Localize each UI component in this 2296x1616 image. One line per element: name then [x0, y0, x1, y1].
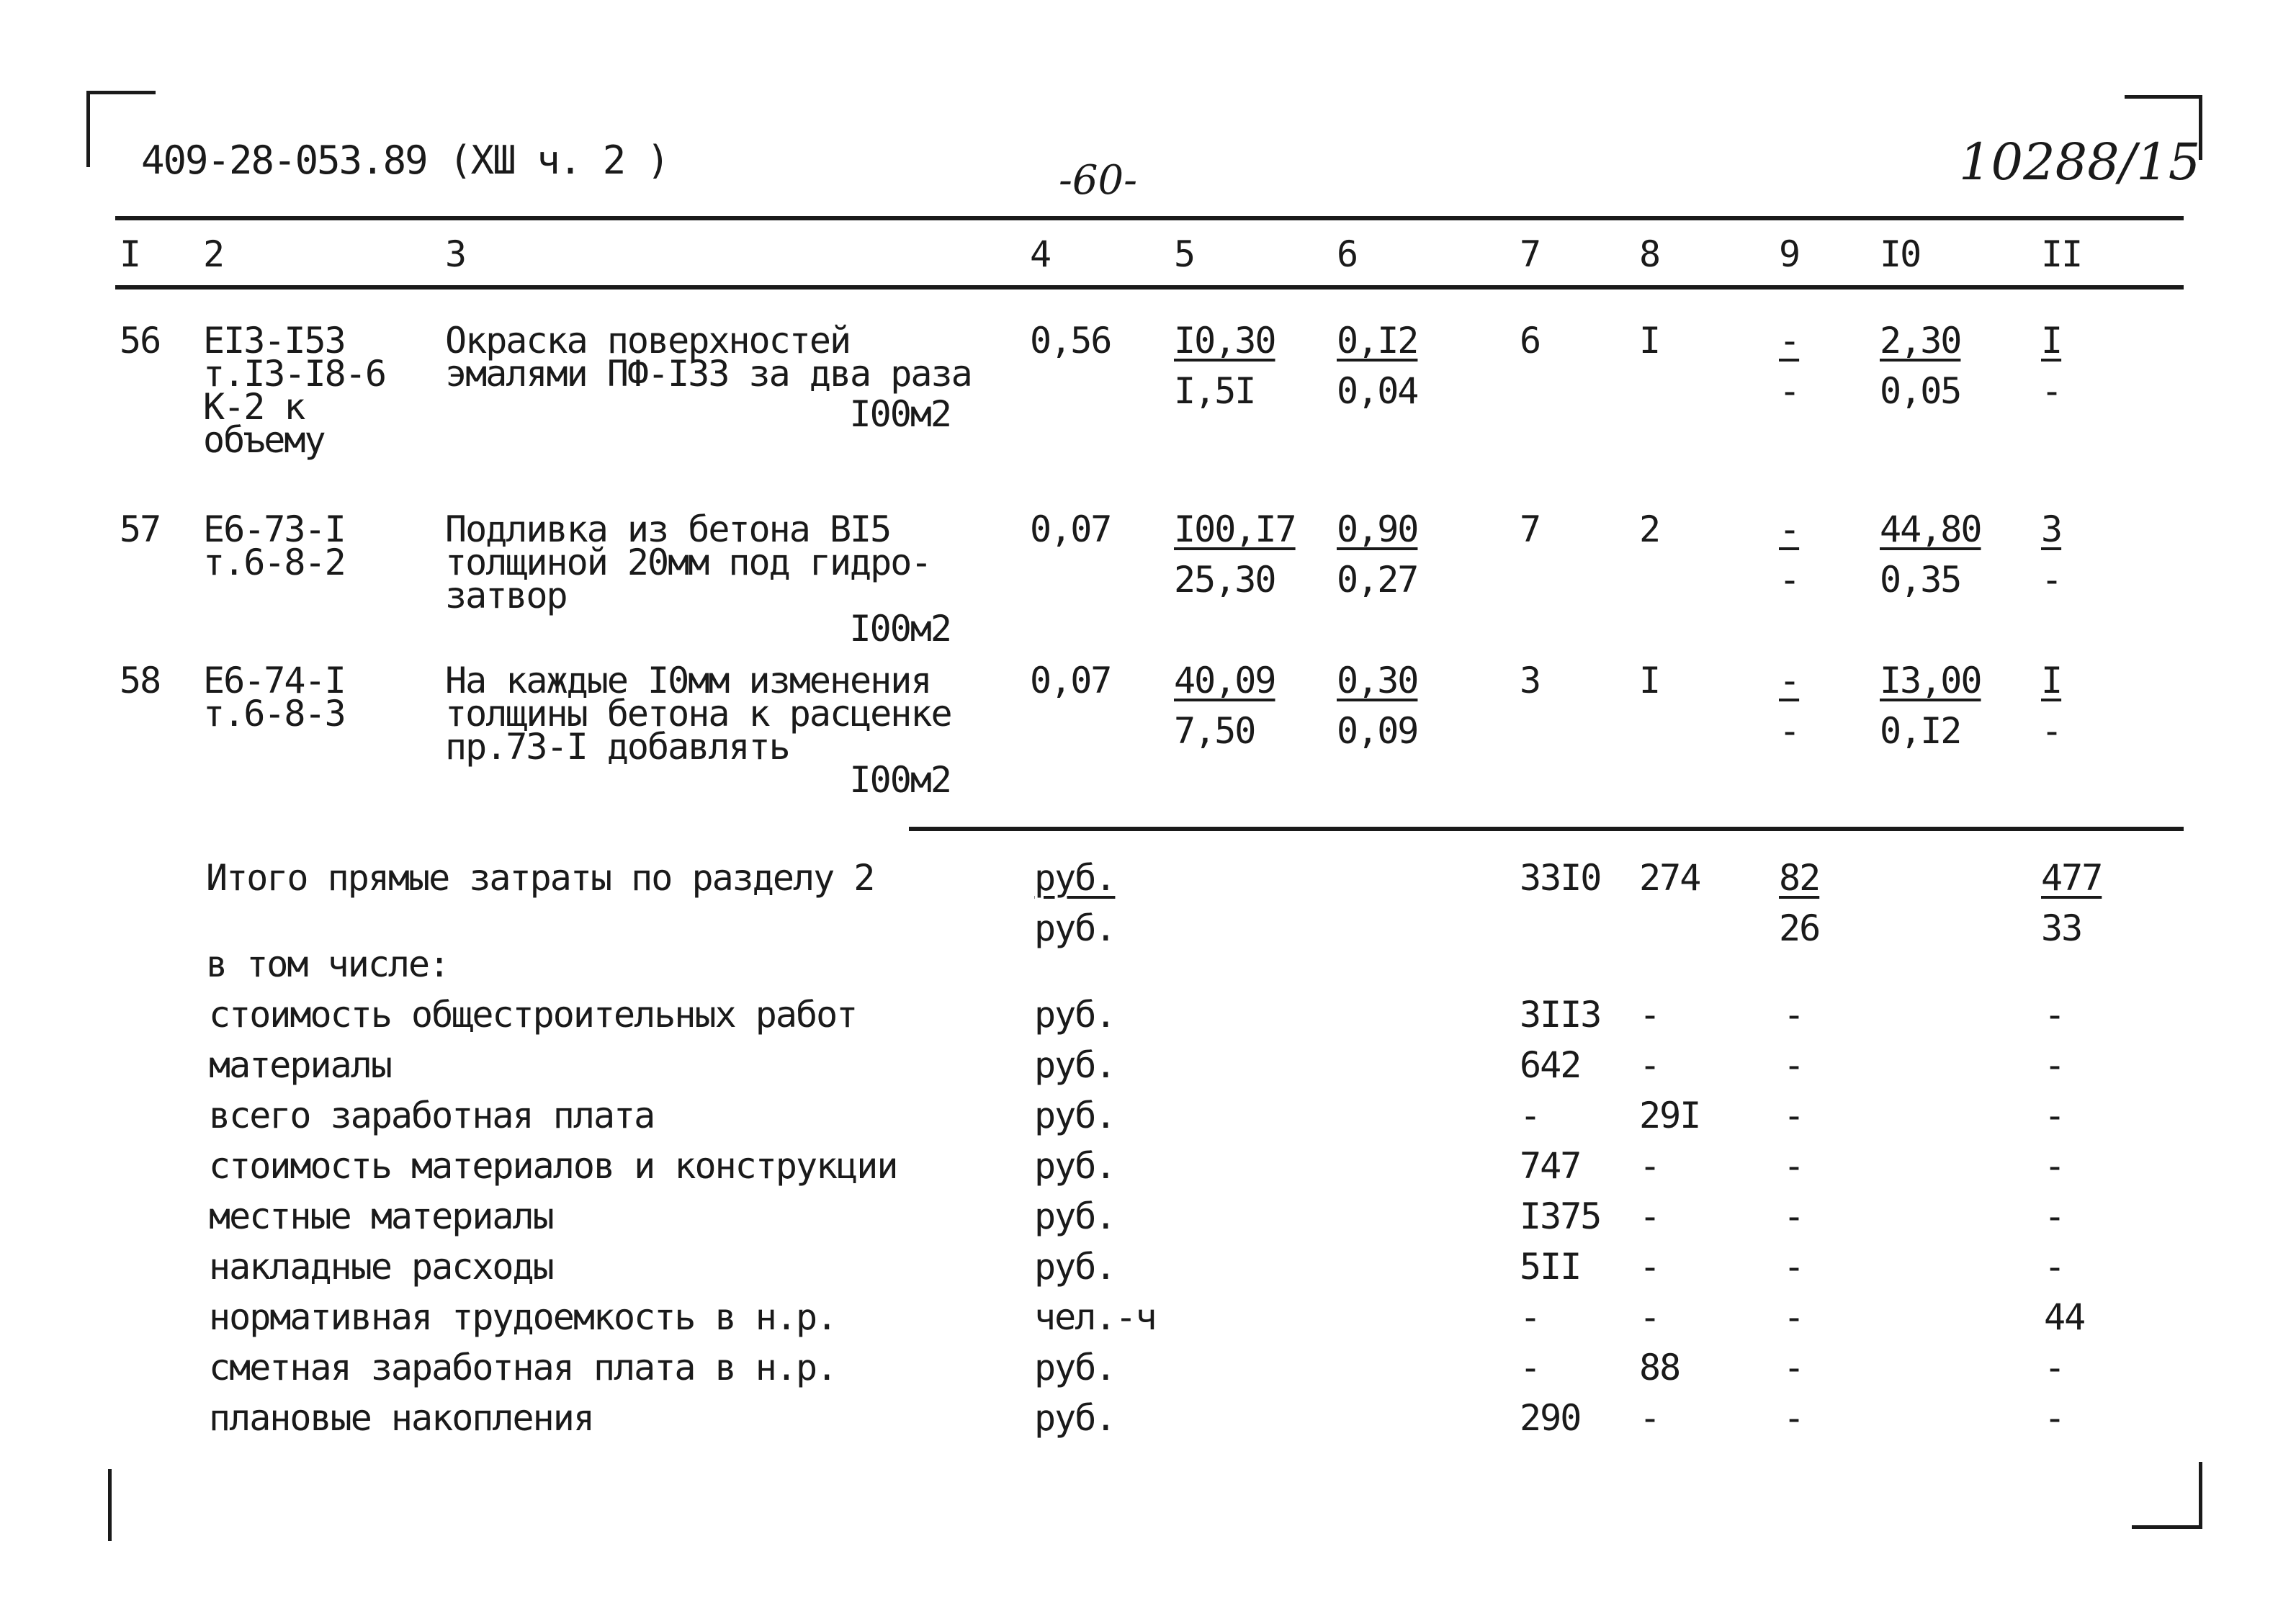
breakdown-col7: - [1520, 1095, 1541, 1136]
row-col5-bottom: 25,30 [1174, 559, 1275, 601]
row-col5-top: 40,09 [1174, 660, 1275, 701]
breakdown-col9: - [1783, 1347, 1804, 1388]
totals-unit-1: руб. [1034, 857, 1116, 899]
row-col11-top: 3 [2041, 508, 2062, 550]
row-col5-top: I0,30 [1174, 320, 1275, 362]
breakdown-col9: - [1783, 1296, 1804, 1338]
breakdown-label: всего заработная плата [209, 1095, 655, 1136]
breakdown-unit: руб. [1034, 1145, 1116, 1187]
row-col11-top: I [2041, 320, 2062, 362]
row-col10-bottom: 0,35 [1880, 559, 1961, 601]
breakdown-label: стоимость общестроительных работ [209, 994, 857, 1036]
row-code-line: т.6-8-2 [203, 542, 345, 583]
breakdown-col8: - [1639, 994, 1660, 1036]
column-header-4: 4 [1030, 233, 1051, 275]
breakdown-col8: - [1639, 1296, 1660, 1338]
column-header-2: 2 [203, 233, 224, 275]
row-code-line: E6-74-I [203, 660, 345, 701]
table-header-rule [115, 285, 2184, 289]
row-col10-top: I3,00 [1880, 660, 1981, 701]
row-col11-bottom: - [2041, 710, 2062, 752]
row-unit: I00м2 [849, 608, 951, 650]
breakdown-col7: 642 [1520, 1044, 1581, 1086]
page-number: -60- [1059, 157, 1138, 204]
row-description-line: затвор [445, 575, 567, 616]
column-header-6: 6 [1337, 233, 1358, 275]
column-header-10: I0 [1880, 233, 1921, 275]
corner-mark-bottom-left-v [108, 1469, 112, 1541]
totals-col8: 274 [1639, 857, 1700, 899]
breakdown-col9: - [1783, 1095, 1804, 1136]
row-col5-top: I00,I7 [1174, 508, 1296, 550]
breakdown-col11: - [2044, 1347, 2065, 1388]
breakdown-col11: - [2044, 1195, 2065, 1237]
totals-col9-top: 82 [1779, 857, 1820, 899]
totals-col7: 33I0 [1520, 857, 1601, 899]
row-col6-bottom: 0,09 [1337, 710, 1418, 752]
breakdown-unit: руб. [1034, 1347, 1116, 1388]
row-col11-bottom: - [2041, 559, 2062, 601]
breakdown-col7: - [1520, 1347, 1541, 1388]
breakdown-col9: - [1783, 1044, 1804, 1086]
breakdown-unit: руб. [1034, 1397, 1116, 1439]
document-code: 409-28-053.89 (XШ ч. 2 ) [141, 138, 669, 183]
row-col8: 2 [1639, 508, 1660, 550]
row-code-line: объему [203, 419, 325, 461]
totals-rule [909, 827, 2184, 831]
row-col10-bottom: 0,I2 [1880, 710, 1961, 752]
column-header-3: 3 [445, 233, 466, 275]
totals-col9-bottom: 26 [1779, 907, 1820, 949]
breakdown-unit: руб. [1034, 1195, 1116, 1237]
column-header-7: 7 [1520, 233, 1541, 275]
breakdown-col8: - [1639, 1246, 1660, 1288]
row-col7: 7 [1520, 508, 1541, 550]
row-col9-bottom: - [1779, 370, 1800, 412]
row-quantity: 0,07 [1030, 508, 1111, 550]
breakdown-col8: 88 [1639, 1347, 1680, 1388]
breakdown-col11: - [2044, 1044, 2065, 1086]
breakdown-label: сметная заработная плата в н.р. [209, 1347, 837, 1388]
breakdown-col9: - [1783, 1195, 1804, 1237]
breakdown-col8: - [1639, 1195, 1660, 1237]
corner-mark-bottom-right-v [2199, 1462, 2202, 1529]
row-description-line: На каждые I0мм изменения [445, 660, 931, 701]
breakdown-label: плановые накопления [209, 1397, 593, 1439]
breakdown-col8: - [1639, 1397, 1660, 1439]
breakdown-title: в том числе: [206, 943, 449, 985]
breakdown-label: материалы [209, 1044, 391, 1086]
row-code-line: EI3-I53 [203, 320, 345, 362]
row-col6-top: 0,30 [1337, 660, 1418, 701]
breakdown-label: стоимость материалов и конструкции [209, 1145, 897, 1187]
breakdown-unit: руб. [1034, 1095, 1116, 1136]
row-description-line: эмалями ПФ-I33 за два раза [445, 353, 972, 395]
breakdown-col7: I375 [1520, 1195, 1601, 1237]
breakdown-col9: - [1783, 1397, 1804, 1439]
row-description-line: Подливка из бетона BI5 [445, 508, 891, 550]
row-code-line: E6-73-I [203, 508, 345, 550]
breakdown-col7: 747 [1520, 1145, 1581, 1187]
corner-mark-top-right-h [2125, 95, 2202, 99]
row-col8: I [1639, 320, 1660, 362]
row-col8: I [1639, 660, 1660, 701]
row-number: 57 [120, 508, 161, 550]
breakdown-unit: руб. [1034, 994, 1116, 1036]
breakdown-col11: - [2044, 994, 2065, 1036]
breakdown-unit: руб. [1034, 1044, 1116, 1086]
handwritten-reference: 10288/15 [1959, 133, 2201, 192]
row-quantity: 0,56 [1030, 320, 1111, 362]
breakdown-col7: 5II [1520, 1246, 1581, 1288]
breakdown-col7: - [1520, 1296, 1541, 1338]
row-col11-top: I [2041, 660, 2062, 701]
row-number: 58 [120, 660, 161, 701]
breakdown-col11: - [2044, 1397, 2065, 1439]
column-header-5: 5 [1174, 233, 1195, 275]
row-description-line: толщиной 20мм под гидро- [445, 542, 931, 583]
row-unit: I00м2 [849, 393, 951, 435]
row-unit: I00м2 [849, 759, 951, 801]
breakdown-col9: - [1783, 1246, 1804, 1288]
column-header-8: 8 [1639, 233, 1660, 275]
row-col9-top: - [1779, 320, 1800, 362]
row-col7: 6 [1520, 320, 1541, 362]
breakdown-col11: - [2044, 1145, 2065, 1187]
row-col10-top: 44,80 [1880, 508, 1981, 550]
row-col9-top: - [1779, 508, 1800, 550]
breakdown-col8: 29I [1639, 1095, 1700, 1136]
row-col5-bottom: 7,50 [1174, 710, 1255, 752]
row-col9-bottom: - [1779, 559, 1800, 601]
breakdown-col11: - [2044, 1246, 2065, 1288]
row-description-line: толщины бетона к расценке [445, 693, 951, 735]
row-col6-bottom: 0,27 [1337, 559, 1418, 601]
breakdown-col7: 3II3 [1520, 994, 1601, 1036]
row-col5-bottom: I,5I [1174, 370, 1255, 412]
column-header-11: II [2041, 233, 2082, 275]
breakdown-col8: - [1639, 1145, 1660, 1187]
breakdown-unit: чел.-ч [1034, 1296, 1156, 1338]
row-col6-top: 0,I2 [1337, 320, 1418, 362]
row-col6-bottom: 0,04 [1337, 370, 1418, 412]
breakdown-col8: - [1639, 1044, 1660, 1086]
breakdown-col11: 44 [2044, 1296, 2085, 1338]
row-col9-bottom: - [1779, 710, 1800, 752]
breakdown-label: накладные расходы [209, 1246, 553, 1288]
row-col9-top: - [1779, 660, 1800, 701]
row-col11-bottom: - [2041, 370, 2062, 412]
row-code-line: К-2 к [203, 386, 305, 428]
breakdown-col7: 290 [1520, 1397, 1581, 1439]
row-code-line: т.I3-I8-6 [203, 353, 385, 395]
row-number: 56 [120, 320, 161, 362]
row-col10-top: 2,30 [1880, 320, 1961, 362]
row-description-line: Окраска поверхностей [445, 320, 851, 362]
row-description-line: пр.73-I добавлять [445, 726, 789, 768]
breakdown-label: нормативная трудоемкость в н.р. [209, 1296, 837, 1338]
breakdown-col9: - [1783, 994, 1804, 1036]
column-header-9: 9 [1779, 233, 1800, 275]
breakdown-col11: - [2044, 1095, 2065, 1136]
breakdown-unit: руб. [1034, 1246, 1116, 1288]
corner-mark-top-left-v [86, 91, 90, 167]
breakdown-label: местные материалы [209, 1195, 553, 1237]
row-code-line: т.6-8-3 [203, 693, 345, 735]
totals-col11-top: 477 [2041, 857, 2102, 899]
table-top-rule [115, 216, 2184, 220]
breakdown-col9: - [1783, 1145, 1804, 1187]
row-col7: 3 [1520, 660, 1541, 701]
corner-mark-bottom-right-h [2132, 1525, 2202, 1529]
row-col10-bottom: 0,05 [1880, 370, 1961, 412]
row-quantity: 0,07 [1030, 660, 1111, 701]
totals-unit-2: руб. [1034, 907, 1116, 949]
totals-col11-bottom: 33 [2041, 907, 2082, 949]
corner-mark-top-left-h [86, 91, 156, 94]
row-col6-top: 0,90 [1337, 508, 1418, 550]
column-header-1: I [120, 233, 140, 275]
totals-label: Итого прямые затраты по разделу 2 [206, 857, 874, 899]
